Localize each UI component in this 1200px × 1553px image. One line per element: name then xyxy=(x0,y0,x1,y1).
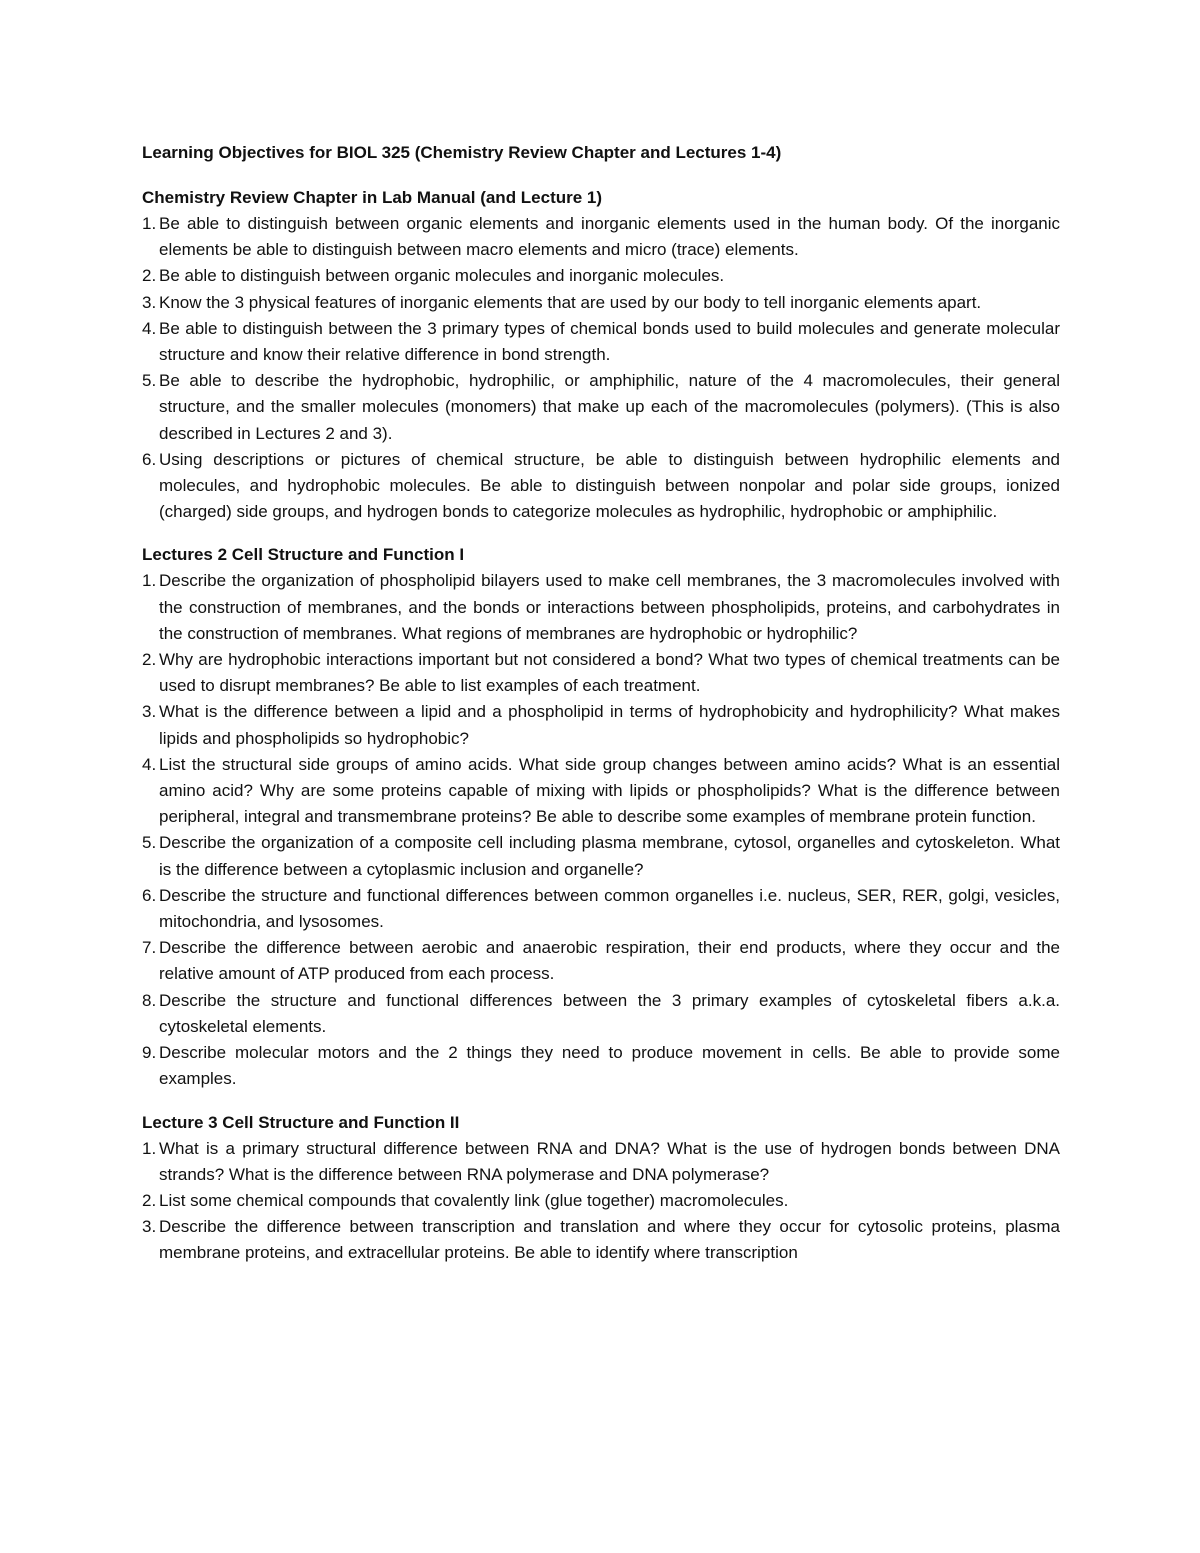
objective-list xyxy=(142,1136,1060,1267)
item-number: 4. xyxy=(142,754,157,774)
item-number: 2. xyxy=(142,1190,157,1210)
item-text: Describe the structure and functional differences between common organelles i.e. nucleus, SER, RER, golgi, vesicles, mitochondria, and lysosomes. xyxy=(159,885,1060,932)
list-item xyxy=(142,699,1060,751)
list-item xyxy=(142,988,1060,1040)
section-heading: Chemistry Review Chapter in Lab Manual (and Lecture 1) xyxy=(142,188,603,207)
item-text: Be able to describe the hydrophobic, hydrophilic, or amphiphilic, nature of the 4 macromolecules, their general structure, and the smaller molecules (monomers) that make up each of the macromolecules (polymers). (This is also described in Lectures 2 and 3). xyxy=(159,371,1060,443)
item-text: Describe molecular motors and the 2 things they need to produce movement in cells. Be able to provide some examples. xyxy=(159,1043,1060,1089)
item-number: 7. xyxy=(142,938,157,958)
item-number: 1. xyxy=(142,1138,157,1158)
objective-list xyxy=(142,211,1060,525)
section-lecture-2 xyxy=(142,542,1060,1092)
item-number: 9. xyxy=(142,1043,157,1063)
item-number: 2. xyxy=(142,266,157,286)
item-text: Be able to distinguish between the 3 primary types of chemical bonds used to build molecules and generate molecular structure and know their relative difference in bond strength. xyxy=(159,318,1060,365)
section-heading: Lecture 3 Cell Structure and Function II xyxy=(142,1112,460,1132)
list-item xyxy=(142,263,1060,289)
item-number: 4. xyxy=(142,318,157,338)
item-text: What is the difference between a lipid and a phospholipid in terms of hydrophobicity and hydrophilicity? What makes lipids and phospholipids so hydrophobic? xyxy=(159,702,1060,748)
item-text: Describe the difference between aerobic and anaerobic respiration, their end products, where they occur and the relative amount of ATP produced from each process. xyxy=(159,938,1060,984)
item-text: Describe the organization of phospholipid bilayers used to make cell membranes, the 3 macromolecules involved with the construction of membranes, and the bonds or interactions between phospholipids, proteins, and carbohydrates in the construction of membranes. What regions of membranes are hydrophobic or hydrophilic? xyxy=(159,571,1060,643)
list-item xyxy=(142,752,1060,831)
list-item xyxy=(142,647,1060,699)
list-item xyxy=(142,368,1060,447)
item-number: 1. xyxy=(142,571,157,591)
item-text: Know the 3 physical features of inorganic elements that are used by our body to tell inorganic elements apart. xyxy=(159,292,982,312)
objective-list xyxy=(142,568,1060,1092)
item-number: 3. xyxy=(142,702,157,722)
list-item xyxy=(142,211,1060,263)
item-text: Why are hydrophobic interactions important but not considered a bond? What two types of chemical treatments can be used to disrupt membranes? Be able to list examples of each treatment. xyxy=(159,650,1060,696)
item-text: List the structural side groups of amino acids. What side group changes between amino acids? What is an essential amino acid? Why are some proteins capable of mixing with lipids or phospholipids? What is the difference between peripheral, integral and transmembrane proteins? Be able to describe some examples of membrane protein function. xyxy=(159,754,1060,827)
item-number: 5. xyxy=(142,833,157,853)
item-text: Be able to distinguish between organic elements and inorganic elements used in the human body. Of the inorganic elements be able to distinguish between macro elements and micro (trace) elements. xyxy=(159,214,1060,260)
list-item xyxy=(142,568,1060,647)
item-number: 6. xyxy=(142,449,157,469)
item-number: 1. xyxy=(142,214,157,233)
section-heading: Lectures 2 Cell Structure and Function I xyxy=(142,545,465,565)
section-lecture-3 xyxy=(142,1110,1060,1267)
list-item xyxy=(142,1214,1060,1266)
item-number: 5. xyxy=(142,371,157,391)
list-item xyxy=(142,1040,1060,1092)
item-text: What is a primary structural difference between RNA and DNA? What is the use of hydrogen bonds between DNA strands? What is the difference between RNA polymerase and DNA polymerase? xyxy=(159,1138,1060,1184)
document-page xyxy=(142,140,1060,1284)
list-item xyxy=(142,883,1060,935)
item-text: List some chemical compounds that covalently link (glue together) macromolecules. xyxy=(159,1190,789,1210)
list-item xyxy=(142,935,1060,987)
item-text: Be able to distinguish between organic molecules and inorganic molecules. xyxy=(159,266,725,286)
item-number: 3. xyxy=(142,292,157,312)
list-item xyxy=(142,1188,1060,1214)
list-item xyxy=(142,290,1060,316)
item-number: 2. xyxy=(142,650,157,670)
list-item xyxy=(142,830,1060,882)
section-chemistry-review xyxy=(142,185,1060,525)
item-text: Using descriptions or pictures of chemical structure, be able to distinguish between hydrophilic elements and molecules, and hydrophobic molecules. Be able to distinguish between nonpolar and polar side groups, ionized (charged) side groups, and hydrogen bonds to categorize molecules as hydrophilic, hydrophobic or amphiphilic. xyxy=(159,449,1060,522)
item-text: Describe the organization of a composite cell including plasma membrane, cytosol, organelles and cytoskeleton. What is the difference between a cytoplasmic inclusion and organelle? xyxy=(159,833,1060,879)
item-number: 8. xyxy=(142,990,157,1010)
list-item xyxy=(142,316,1060,368)
item-text: Describe the structure and functional differences between the 3 primary examples of cytoskeletal fibers a.k.a. cytoskeletal elements. xyxy=(159,990,1060,1036)
document-title: Learning Objectives for BIOL 325 (Chemistry Review Chapter and Lectures 1-4) xyxy=(142,143,782,162)
list-item xyxy=(142,1136,1060,1188)
item-number: 3. xyxy=(142,1217,157,1237)
list-item xyxy=(142,447,1060,526)
item-number: 6. xyxy=(142,885,157,905)
item-text: Describe the difference between transcription and translation and where they occur for cytosolic proteins, plasma membrane proteins, and extracellular proteins. Be able to identify where transcription xyxy=(159,1217,1060,1263)
